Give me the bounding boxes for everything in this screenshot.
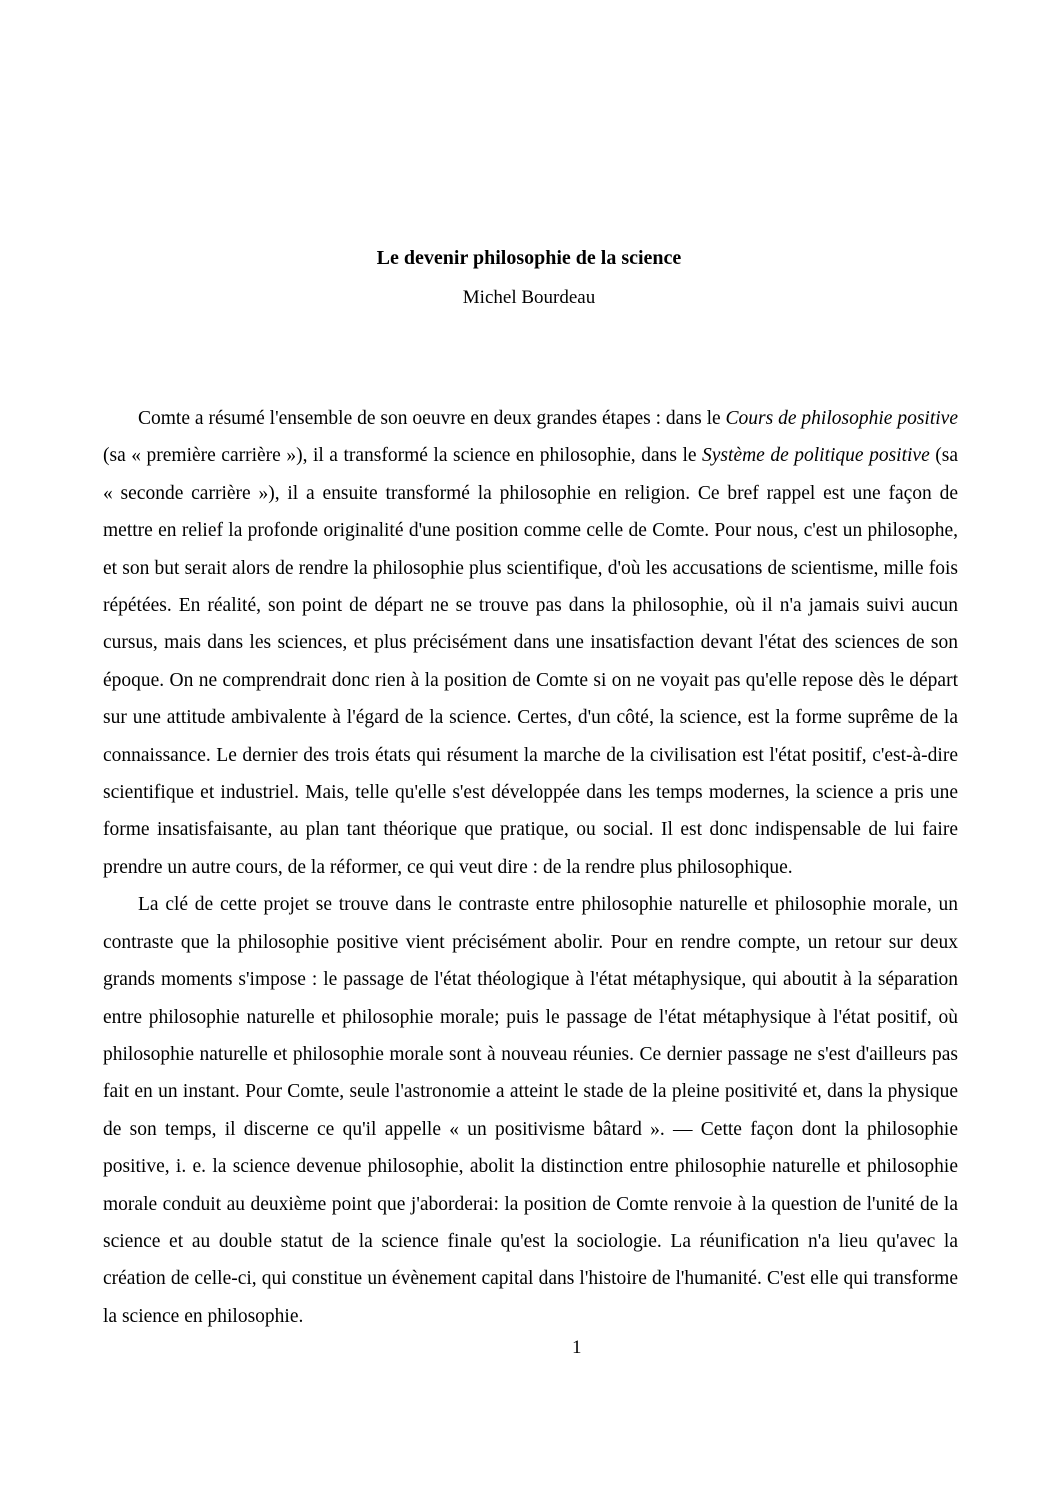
text-run: La clé de cette projet se trouve dans le contraste entre philosophie naturelle et philosophie morale, un contraste que la philosophie positive vient précisément abolir. Pour en rendre compte, un retour sur deux grands moments s'impose : le passage de l'état théologique à l'état métaphysique, qui aboutit à la séparation entre philosophie naturelle et philosophie morale; puis le passage de l'état métaphysique à l'état positif, où philosophie naturelle et philosophie morale sont à nouveau réunies. Ce dernier passage ne s'est d'ailleurs pas fait en un instant. Pour Comte, seule l'astronomie a atteint le stade de la pleine positivité et, dans la physique de son temps, il discerne ce qu'il appelle « un positivisme bâtard ». — Cette façon dont la philosophie positive, i. e. la science devenue philosophie, abolit la distinction entre philosophie naturelle et philosophie morale conduit au deuxième point que j'aborderai: la position de Comte renvoie à la question de l'unité de la science et au double statut de la science finale qu'est la sociologie. La réunification n'a lieu qu'avec la création de celle-ci, qui constitue un évènement capital dans l'histoire de l'humanité. C'est elle qui transforme la science en philosophie. <box>103 894 958 1327</box>
page-title: Le devenir philosophie de la science <box>376 247 682 269</box>
paragraph <box>103 400 958 886</box>
text-run: (sa « première carrière »), il a transformé la science en philosophie, dans le <box>103 445 703 467</box>
italic-text-run: Cours de philosophie positive <box>725 408 958 429</box>
page-number: 1 <box>572 1337 582 1358</box>
text-run: (sa « seconde carrière »), il a ensuite transformé la philosophie en religion. Ce bref rappel est une façon de mettre en relief la profonde originalité d'une position comme celle de Comte. Pour nous, c'est un philosophe, et son but serait alors de rendre la philosophie plus scientifique, d'où les accusations de scientisme, mille fois répétées. En réalité, son point de départ ne se trouve pas dans la philosophie, où il n'a jamais suivi aucun cursus, mais dans les sciences, et plus précisément dans une insatisfaction devant l'état des sciences de son époque. On ne comprendrait donc rien à la position de Comte si on ne voyait pas qu'elle repose dès le départ sur une attitude ambivalente à l'égard de la science. Certes, d'un côté, la science, est la forme suprême de la connaissance. Le dernier des trois états qui résument la marche de la civilisation est l'état positif, c'est-à-dire scientifique et industriel. Mais, telle qu'elle s'est développée dans les temps modernes, la science a pris une forme insatisfaisante, au plan tant théorique que pratique, ou social. Il est donc indispensable de lui faire prendre un autre cours, de la réformer, ce qui veut dire : de la rendre plus philosophique. <box>103 445 958 878</box>
italic-text-run: Système de politique positive <box>702 445 930 467</box>
document-body <box>103 400 958 1335</box>
author-line: Michel Bourdeau <box>462 287 596 308</box>
text-run: Comte a résumé l'ensemble de son oeuvre en deux grandes étapes : dans le <box>138 408 726 429</box>
paragraph <box>103 886 958 1335</box>
